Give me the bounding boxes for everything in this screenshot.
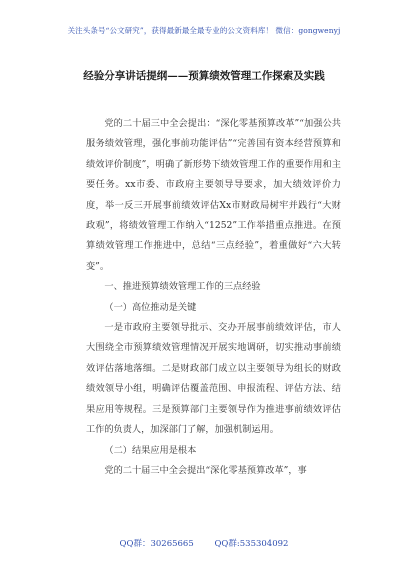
section-heading: 一、推进预算绩效管理工作的三点经验 <box>104 281 261 293</box>
qq-group-2: QQ群:535304092 <box>214 539 289 549</box>
body-paragraph-intro: 党的二十届三中全会提出：“深化零基预算改革”“加强公共服务绩效管理，强化事前功能评估”“完善国有资本经营预算和绩效评价制度”，明确了新形势下绩效管理工作的重要作用和主要任务。xx市委、市政府主要领导导要求，加大绩效评价力度，举一反三开展事前绩效评估Xx市财政局树牢并践行“大财政观”，将绩效管理工作纳入“1252”工作举措重点推进。在预算绩效管理工作推进中，总结“三点经验”，着重做好“六大转变”。 <box>86 118 341 272</box>
subsection-heading: （二）结果应用是根本 <box>104 444 197 456</box>
header-promo-note: 关注头条号“公文研究”，获得最新最全最专业的公文资料库！ 微信：gongwenyj <box>67 26 341 35</box>
subsection-heading: （一）高位推动是关键 <box>104 301 197 313</box>
body-paragraph: 党的二十届三中全会提出“深化零基预算改革”，事 <box>104 464 307 476</box>
document-body <box>86 114 341 481</box>
qq-group-1: QQ群：30265665 <box>119 539 194 549</box>
footer-qq-groups <box>0 537 408 549</box>
body-paragraph: 一是市政府主要领导批示、交办开展事前绩效评估，市人大围绕全市预算绩效管理情况开展实地调研，切实推动事前绩效评估落地落细。二是财政部门成立以主要领导为组长的财政绩效领导小组，明确评估覆盖范围、申报流程、评估方法、结果应用等规程。三是预算部门主要领导作为推进事前绩效评估工作的负责人，加深部门了解，加强机制运用。 <box>86 322 341 436</box>
document-title: 经验分享讲话提纲——预算绩效管理工作探索及实践 <box>83 70 325 82</box>
